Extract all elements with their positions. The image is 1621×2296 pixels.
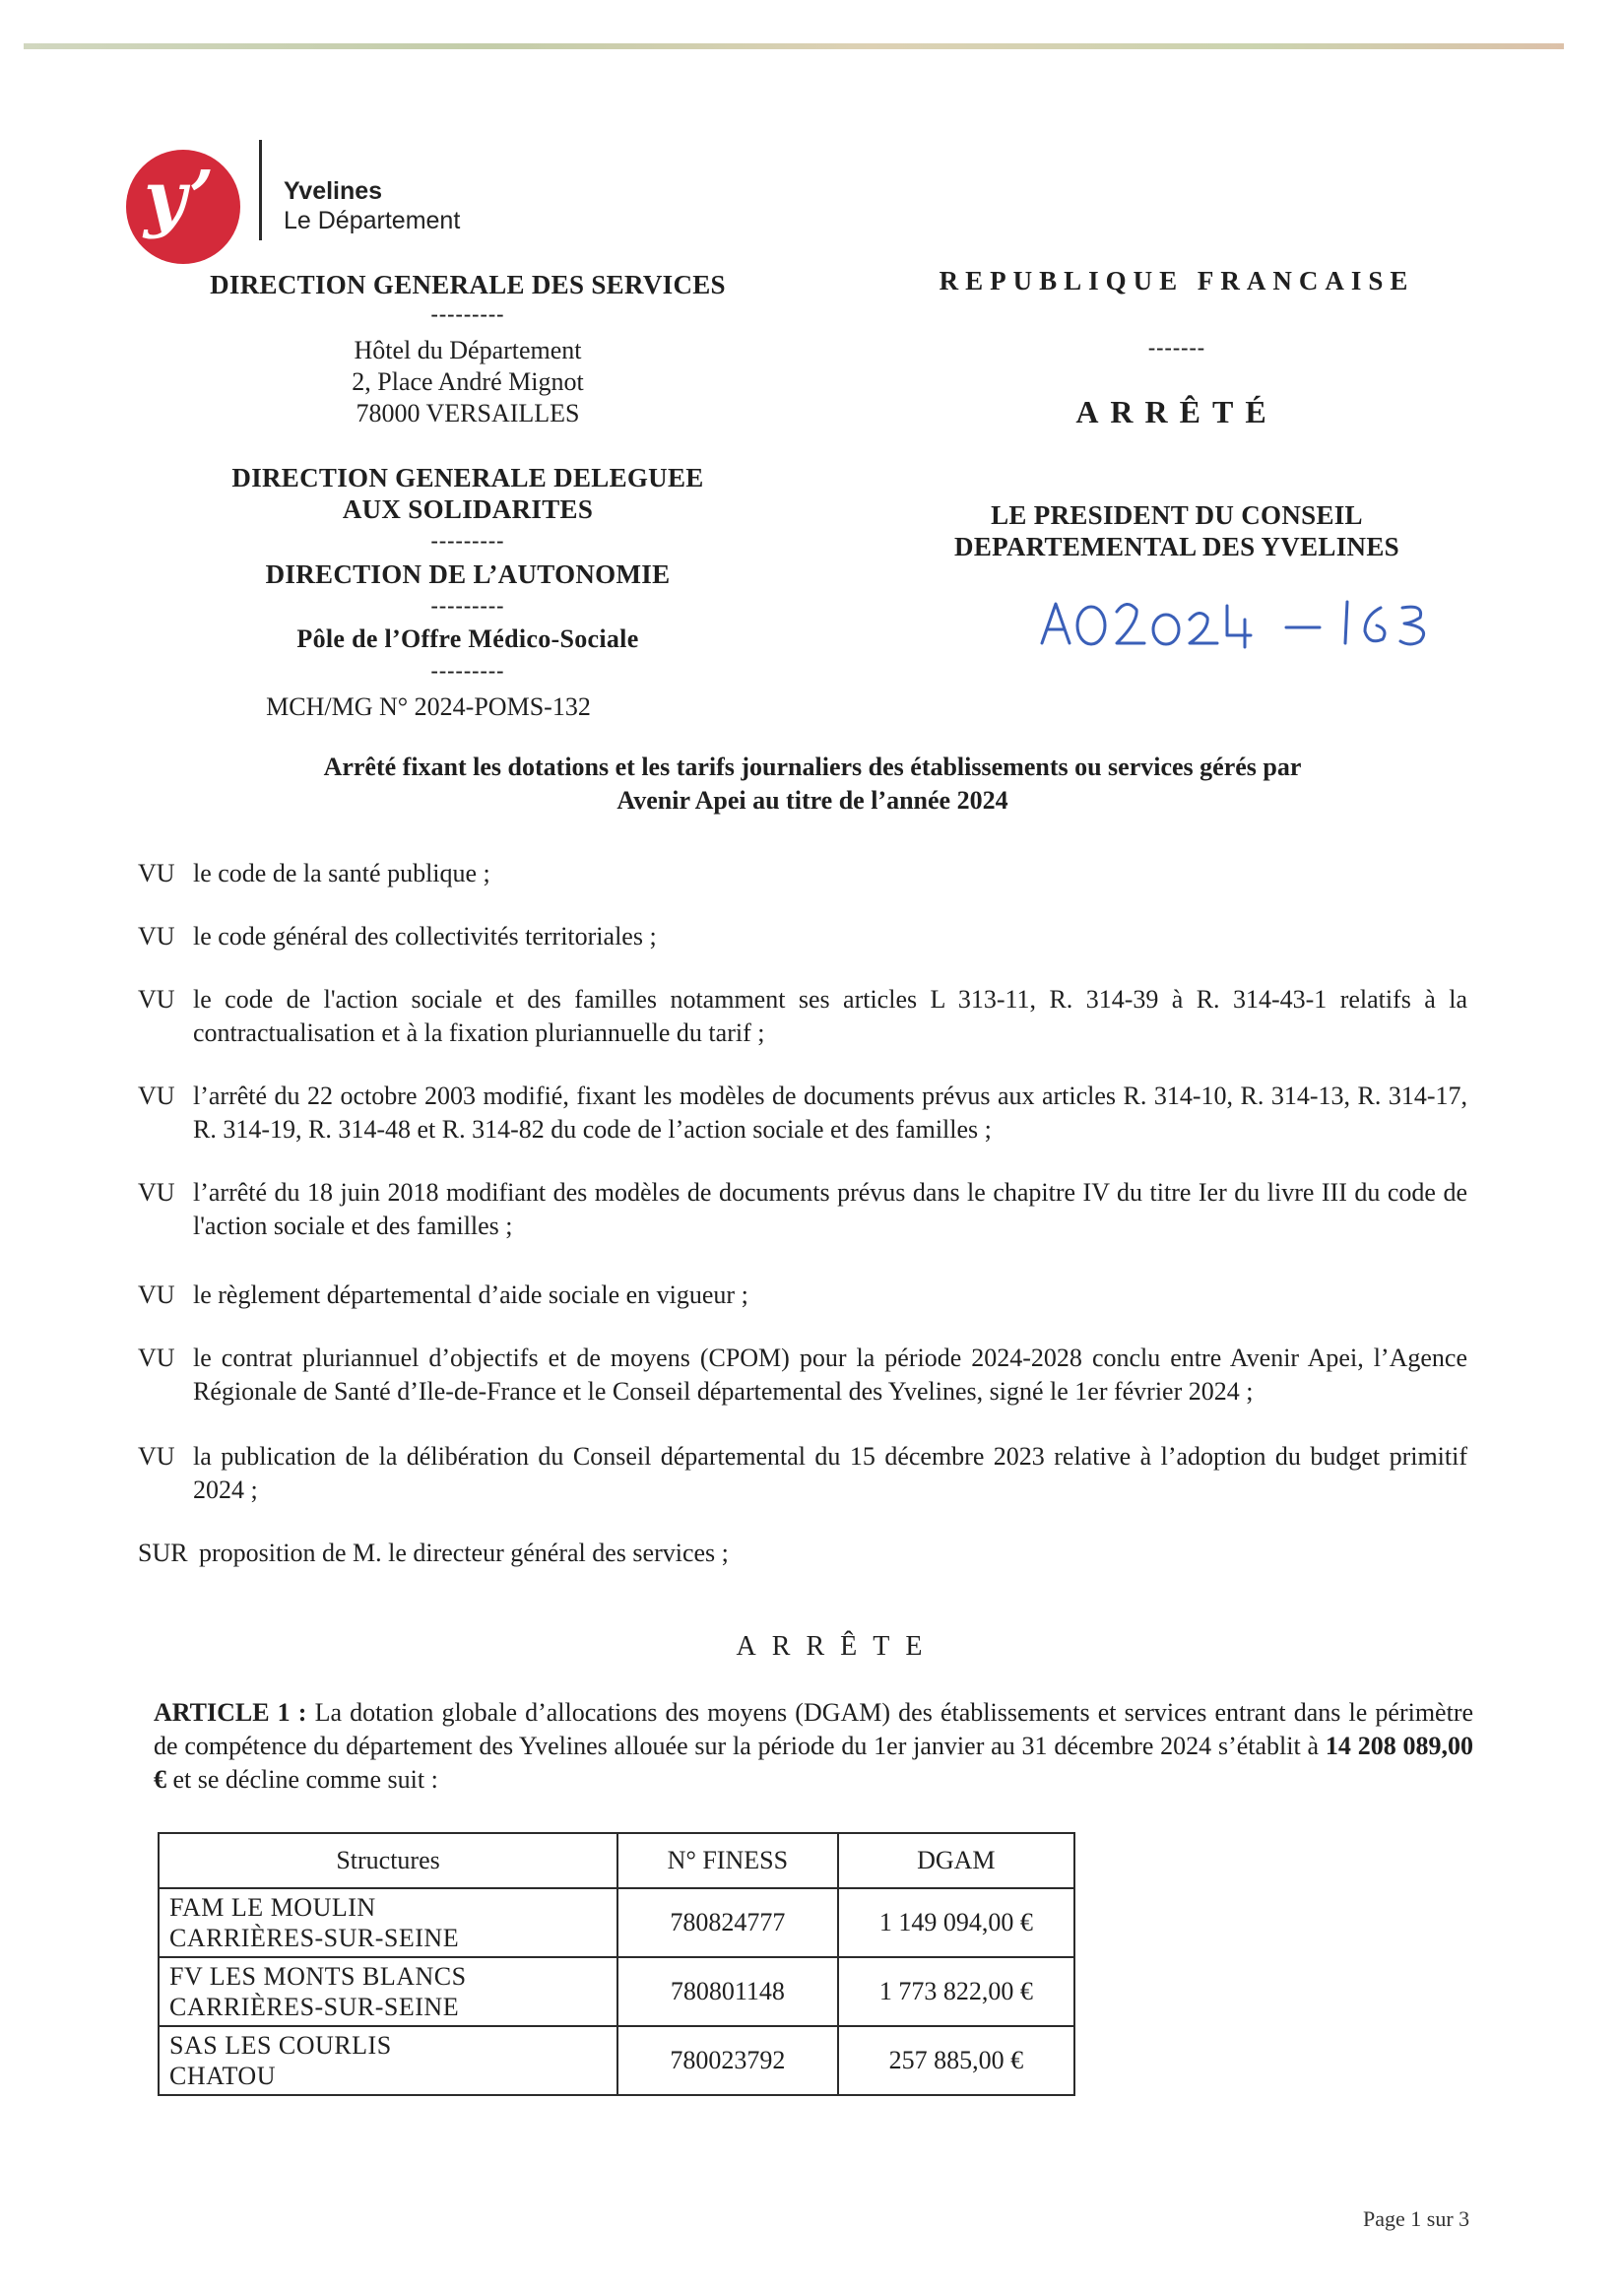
visa-keyword: VU [138, 1280, 175, 1309]
address-line-3: 78000 VERSAILLES [356, 399, 580, 427]
dgam-cell: 1 149 094,00 € [838, 1888, 1074, 1957]
visa-text: l’arrêté du 18 juin 2018 modifiant des modèles de documents prévus dans le chapitre IV du titre Ier du livre III du code de l'action sociale et des familles ; [193, 1178, 1467, 1240]
visa-item [138, 1537, 1467, 1570]
title-line-2: Avenir Apei au titre de l’année 2024 [616, 786, 1008, 815]
structure-name: SAS LES COURLIS [169, 2031, 392, 2060]
structure-city: CARRIÈRES-SUR-SEINE [169, 1924, 460, 1952]
delegation-line-1: DIRECTION GENERALE DELEGUEE [231, 463, 704, 492]
delegation-line-2: AUX SOLIDARITES [342, 494, 594, 524]
visa-item [138, 1176, 1467, 1243]
pole-offre: Pôle de l’Offre Médico-Sociale [296, 624, 639, 653]
structure-cell [159, 1888, 617, 1957]
structure-name: FAM LE MOULIN [169, 1893, 376, 1922]
finess-cell: 780824777 [617, 1888, 838, 1957]
visa-item [138, 1080, 1467, 1147]
article-amount: 14 208 089,00 € [154, 1732, 1474, 1794]
document-title [187, 751, 1438, 818]
visa-text: le code de l'action sociale et des familles notamment ses articles L 313-11, R. 314-39 à R. 314-43-1 relatifs à la contractualisation et à la fixation pluriannuelle du tarif ; [193, 985, 1467, 1047]
structure-cell [159, 2026, 617, 2095]
separator: ------- [1147, 335, 1206, 360]
president-line-2: DEPARTEMENTAL DES YVELINES [954, 532, 1399, 561]
title-line-1: Arrêté fixant les dotations et les tarifs journaliers des établissements ou services gérés par [323, 753, 1302, 781]
finess-cell: 780023792 [617, 2026, 838, 2095]
visa-text: le règlement départemental d’aide sociale en vigueur ; [193, 1280, 748, 1309]
logo-line-2: Le Département [284, 207, 461, 234]
logo-divider [259, 140, 262, 240]
dgam-table [158, 1832, 1075, 2096]
visa-item [138, 920, 1467, 953]
yvelines-logo [126, 138, 559, 256]
visa-item [138, 1342, 1467, 1409]
visa-keyword: VU [138, 859, 175, 887]
visa-keyword: SUR [138, 1539, 188, 1567]
finess-cell: 780801148 [617, 1957, 838, 2026]
structure-cell [159, 1957, 617, 2026]
visa-text: le code de la santé publique ; [193, 859, 490, 887]
structure-city: CHATOU [169, 2062, 276, 2090]
visa-keyword: VU [138, 1082, 175, 1110]
republique-francaise: REPUBLIQUE FRANCAISE [939, 266, 1415, 295]
table-row [159, 1957, 1074, 2026]
visa-item [138, 1279, 1467, 1312]
visa-keyword: VU [138, 1178, 175, 1207]
address-line-2: 2, Place André Mignot [352, 367, 584, 396]
reference-number: MCH/MG N° 2024-POMS-132 [266, 692, 591, 721]
column-header-dgam: DGAM [838, 1833, 1074, 1888]
article-text-end: et se décline comme suit : [172, 1765, 438, 1794]
arrete-section-heading: ARRÊTE [736, 1631, 939, 1662]
visa-keyword: VU [138, 1344, 175, 1372]
arrete-heading: ARRÊTÉ [1075, 394, 1278, 429]
table-row [159, 1888, 1074, 1957]
address-line-1: Hôtel du Département [354, 336, 582, 364]
column-header-finess: N° FINESS [617, 1833, 838, 1888]
president-line-1: LE PRESIDENT DU CONSEIL [991, 500, 1363, 530]
visa-item [138, 1440, 1467, 1507]
scan-top-edge [24, 43, 1564, 49]
dgam-cell: 257 885,00 € [838, 2026, 1074, 2095]
visa-text: le code général des collectivités territoriales ; [193, 922, 657, 951]
direction-autonomie: DIRECTION DE L’AUTONOMIE [265, 559, 671, 589]
logo-line-1: Yvelines [284, 177, 383, 205]
structure-city: CARRIÈRES-SUR-SEINE [169, 1993, 460, 2021]
article-label: ARTICLE 1 : [154, 1698, 307, 1727]
direction-generale: DIRECTION GENERALE DES SERVICES [210, 270, 726, 299]
separator: --------- [430, 301, 505, 326]
dgam-cell: 1 773 822,00 € [838, 1957, 1074, 2026]
separator: --------- [430, 658, 505, 683]
logo-glyph: y’ [144, 156, 215, 240]
article-text: La dotation globale d’allocations des moyens (DGAM) des établissements et services entrant dans le périmètre de compétence du département des Yvelines allouée sur la période du 1er janvier au 31 décembre 2024 s’établit à [154, 1698, 1474, 1760]
visa-item [138, 857, 1467, 890]
visa-text: la publication de la délibération du Conseil départemental du 15 décembre 2023 relative à l’adoption du budget primitif 2024 ; [193, 1442, 1467, 1504]
visa-keyword: VU [138, 985, 175, 1014]
handwritten-number [1034, 586, 1448, 665]
column-header-structures: Structures [159, 1833, 617, 1888]
separator: --------- [430, 528, 505, 553]
visa-text: proposition de M. le directeur général des services ; [199, 1539, 729, 1567]
visa-keyword: VU [138, 1442, 175, 1471]
article-1 [154, 1696, 1473, 1797]
visa-text: le contrat pluriannuel d’objectifs et de moyens (CPOM) pour la période 2024-2028 conclu entre Avenir Apei, l’Agence Régionale de Santé d’Ile-de-France et le Conseil départemental des Yvelines, signé le 1er février 2024 ; [193, 1344, 1467, 1406]
separator: --------- [430, 593, 505, 618]
visa-text: l’arrêté du 22 octobre 2003 modifié, fixant les modèles de documents prévus aux articles R. 314-10, R. 314-13, R. 314-17, R. 314-19, R. 314-48 et R. 314-82 du code de l’action sociale et des familles ; [193, 1082, 1467, 1144]
visa-keyword: VU [138, 922, 175, 951]
table-header-row [159, 1833, 1074, 1888]
structure-name: FV LES MONTS BLANCS [169, 1962, 467, 1991]
visa-item [138, 983, 1467, 1050]
page-number: Page 1 sur 3 [1363, 2206, 1470, 2231]
table-row [159, 2026, 1074, 2095]
